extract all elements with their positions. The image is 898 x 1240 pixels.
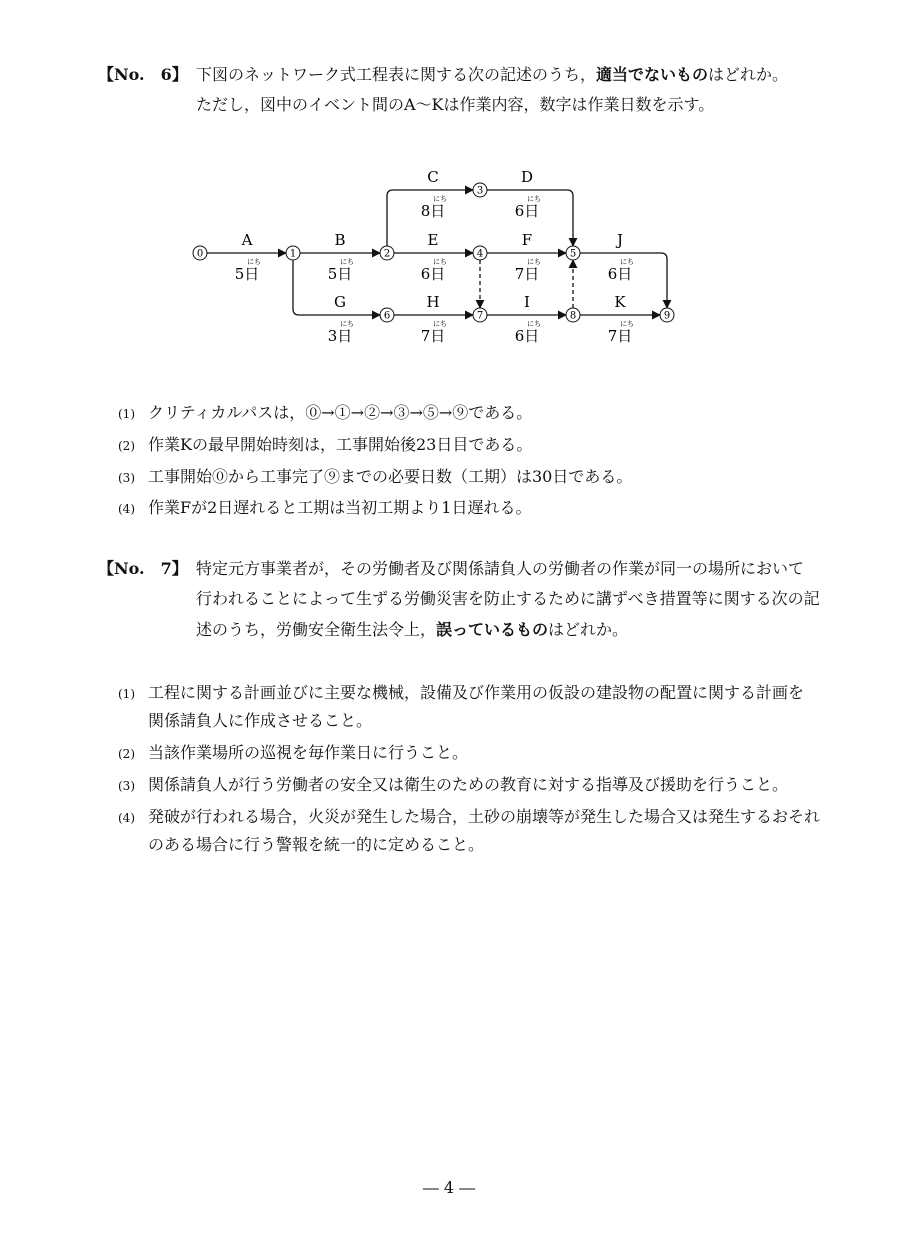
svg-text:7: 7 [476,310,484,322]
q7-option-3: (3) 関係請負人が行う労働者の安全又は衛生のための教育に対する指導及び援助を行うこと。 [118,775,789,794]
activity-label-C [421,168,447,220]
activity-name: G [334,293,346,311]
activity-label-A [235,231,261,283]
svg-text:6: 6 [383,310,391,322]
activity-name: D [520,168,534,186]
activity-label-E [421,231,447,283]
question-number: 【No. 7】 [98,559,188,578]
ruby: にち [433,320,447,328]
ruby: にち [527,258,541,266]
q7-option-4: (4) 発破が行われる場合，火災が発生した場合，土砂の崩壊等が発生した場合又は発生するおそれ [118,807,821,826]
activity-label-D [515,168,541,220]
svg-text:2: 2 [383,248,391,260]
activity-days: 6日 [514,202,540,220]
question-stem-line1: 下図のネットワーク式工程表に関する次の記述のうち，適当でないものはどれか。 [196,65,789,84]
question-number: 【No. 6】 [98,65,188,84]
event-node-7 [473,308,487,322]
activity-days: 6日 [514,327,540,345]
svg-text:3: 3 [476,185,484,197]
question-stem-line3: 述のうち，労働安全衛生法令上，誤っているものはどれか。 [196,620,629,639]
ruby: にち [527,320,541,328]
activity-days: 6日 [607,265,633,283]
svg-text:5: 5 [569,248,577,260]
svg-text:1: 1 [289,248,297,260]
event-node-1 [286,246,300,260]
question-stem-line2: ただし，図中のイベント間のA～Kは作業内容，数字は作業日数を示す。 [196,95,715,114]
event-node-8 [566,308,580,322]
emphasis: 誤っているもの [436,620,549,639]
q6-option-1: (1) クリティカルパスは，⓪→①→②→③→⑤→⑨である。 [118,403,533,422]
activity-label-K [608,293,634,345]
ruby: にち [433,258,447,266]
activity-days: 3日 [327,327,353,345]
ruby: にち [620,258,634,266]
activity-label-G [328,293,354,345]
ruby: にち [340,258,354,266]
activity-days: 7日 [607,327,633,345]
activity-days: 7日 [420,327,446,345]
q7-option-2: (2) 当該作業場所の巡視を毎作業日に行うこと。 [118,743,469,762]
question-stem-line1: 特定元方事業者が，その労働者及び関係請負人の労働者の作業が同一の場所において [196,559,805,578]
event-node-9 [660,308,674,322]
activity-label-H [421,293,447,345]
svg-text:4: 4 [476,248,484,260]
activity-days: 7日 [514,265,540,283]
q7-option-4-cont: のある場合に行う警報を統一的に定めること。 [148,835,485,854]
ruby: にち [527,195,541,203]
ruby: にち [247,258,261,266]
activity-name: F [521,231,533,249]
event-node-0 [193,246,207,260]
svg-text:0: 0 [196,248,204,260]
activity-days: 6日 [420,265,446,283]
ruby: にち [433,195,447,203]
event-node-3 [473,183,487,197]
ruby: にち [340,320,354,328]
activity-name: H [426,293,440,311]
event-node-4 [473,246,487,260]
svg-text:8: 8 [569,310,577,322]
activity-label-I [515,293,541,345]
emphasis: 適当でないもの [596,65,709,84]
activity-name: A [241,231,253,249]
q7-option-1: (1) 工程に関する計画並びに主要な機械，設備及び作業用の仮設の建設物の配置に関する計画を [118,683,805,702]
event-node-2 [380,246,394,260]
q6-option-2: (2) 作業Kの最早開始時刻は，工事開始後23日目である。 [118,435,533,454]
activity-name: I [524,293,530,311]
activity-days: 5日 [327,265,353,283]
activity-name: E [427,231,439,249]
activity-name: C [427,168,439,186]
activity-name: J [616,231,624,249]
event-node-6 [380,308,394,322]
activity-label-B [328,231,354,283]
activity-name: K [614,293,626,311]
question-stem-line2: 行われることによって生ずる労働災害を防止するために講ずべき措置等に関する次の記 [196,589,820,608]
activity-label-F [515,231,541,283]
q6-option-4: (4) 作業Fが2日遅れると工期は当初工期より1日遅れる。 [118,498,532,517]
svg-text:9: 9 [663,310,671,322]
q7-option-1-cont: 関係請負人に作成させること。 [148,711,373,730]
q6-option-3: (3) 工事開始⓪から工事完了⑨までの必要日数（工期）は30日である。 [118,467,633,486]
network-diagram [180,160,700,350]
ruby: にち [620,320,634,328]
activity-days: 5日 [234,265,260,283]
page-number: ― 4 ― [422,1178,476,1197]
activity-days: 8日 [420,202,446,220]
activity-label-J [608,231,634,283]
event-node-5 [566,246,580,260]
activity-name: B [334,231,346,249]
